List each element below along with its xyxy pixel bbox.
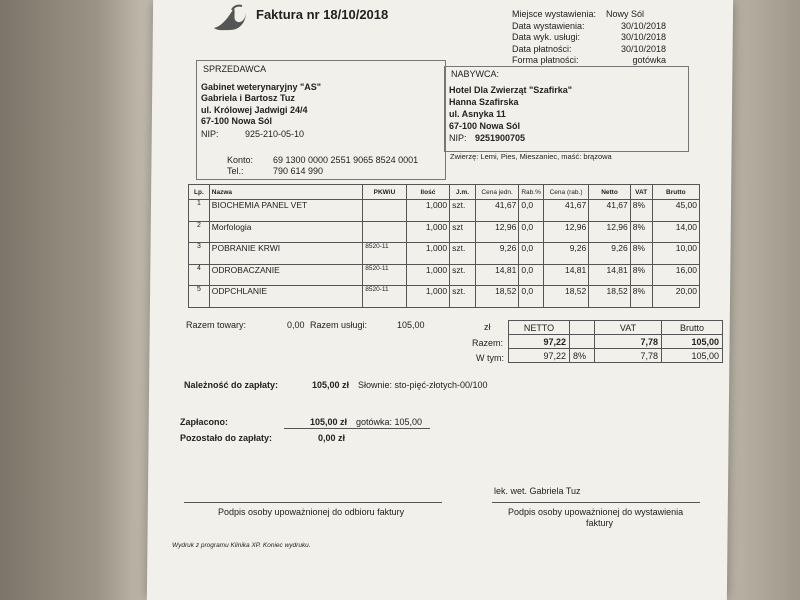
- cell-vat: 8%: [630, 286, 652, 308]
- meta-key: Data wystawienia:: [512, 20, 585, 31]
- cell-brutto: 16,00: [652, 264, 699, 286]
- cell-lp: 1: [189, 200, 210, 222]
- table-row: [189, 200, 700, 222]
- razem-uslugi-value: 105,00: [397, 320, 425, 330]
- animal-note: Zwierzę: Lemi, Pies, Mieszaniec, maść: brązowa: [450, 152, 612, 161]
- wtym-label: W tym:: [476, 353, 504, 363]
- table-row: [189, 221, 700, 243]
- col-header: Cena jedn.: [475, 185, 518, 200]
- seller-tel-label: Tel.:: [227, 166, 244, 176]
- cell-brutto: 14,00: [652, 221, 699, 243]
- col-header: Ilość: [406, 185, 449, 200]
- seller-nip-label: NIP:: [201, 129, 219, 139]
- cell-pkwiu: [363, 200, 406, 222]
- cell-unit: szt.: [450, 286, 476, 308]
- totals-col-brutto: Brutto: [662, 321, 723, 335]
- totals-razem-row: [509, 335, 723, 349]
- razem-uslugi-label: Razem usługi:: [310, 320, 368, 330]
- cell-netto: 12,96: [589, 221, 631, 243]
- col-header: Netto: [589, 185, 631, 200]
- wtym-brutto: 105,00: [662, 349, 723, 363]
- buyer-street: ul. Asnyka 11: [449, 109, 506, 119]
- remaining-label: Pozostało do zapłaty:: [180, 433, 273, 443]
- col-header: Cena (rab.): [543, 185, 588, 200]
- paid-detail: gotówka: 105,00: [356, 417, 423, 427]
- cell-lp: 2: [189, 221, 210, 243]
- cell-netto: 18,52: [589, 286, 631, 308]
- seller-street: ul. Królowej Jadwigi 24/4: [201, 105, 308, 115]
- totals-col-rate: [570, 321, 595, 335]
- meta-row: [512, 55, 666, 67]
- meta-key: Data płatności:: [512, 43, 572, 54]
- totals-col-netto: NETTO: [509, 321, 570, 335]
- wtym-netto: 97,22: [509, 349, 570, 363]
- seller-header: SPRZEDAWCA: [203, 64, 267, 74]
- wtym-rate: 8%: [570, 349, 595, 363]
- cell-price: 9,26: [475, 243, 518, 265]
- buyer-name: Hotel Dla Zwierząt "Szafirka": [449, 85, 573, 95]
- seller-nip: 925-210-05-10: [245, 129, 305, 139]
- col-header: Rab.%: [519, 185, 544, 200]
- due-amount: 105,00 zł: [312, 380, 350, 390]
- cell-discount: 0,0: [519, 286, 544, 308]
- signature-line-left: [184, 502, 442, 503]
- cell-qty: 1,000: [406, 221, 449, 243]
- col-header: PKWiU: [363, 185, 406, 200]
- cell-brutto: 10,00: [652, 243, 699, 265]
- cell-price: 41,67: [475, 200, 518, 222]
- cell-name: Morfologia: [209, 221, 362, 243]
- cell-discount: 0,0: [519, 200, 544, 222]
- meta-key: Data wyk. usługi:: [512, 32, 581, 42]
- signature-line-right: [492, 502, 700, 503]
- invoice-meta: [512, 9, 666, 67]
- razem-towary-value: 0,00: [287, 320, 305, 330]
- signature-right-caption: Podpis osoby upoważnionej do wystawienia: [508, 507, 684, 517]
- cell-netto: 41,67: [589, 200, 631, 222]
- cell-price-disc: 41,67: [543, 200, 588, 222]
- cell-qty: 1,000: [406, 200, 449, 222]
- totals-header-row: [509, 321, 723, 335]
- seller-name: Gabinet weterynaryjny "AS": [201, 82, 322, 92]
- cell-pkwiu: 8520-11: [363, 264, 406, 286]
- invoice-title: Faktura nr 18/10/2018: [256, 7, 389, 22]
- goat-logo-icon: [212, 4, 248, 34]
- meta-value: 30/10/2018: [620, 32, 666, 42]
- meta-value: 30/10/2018: [620, 20, 666, 31]
- cell-unit: szt.: [450, 264, 476, 286]
- cell-price: 18,52: [475, 286, 518, 308]
- signature-left-caption: Podpis osoby upoważnionej do odbioru faktury: [218, 507, 405, 517]
- meta-row: [512, 9, 666, 21]
- cell-vat: 8%: [630, 200, 652, 222]
- meta-value: gotówka: [632, 55, 666, 65]
- cell-pkwiu: 8520-11: [363, 286, 406, 308]
- cell-name: ODROBACZANIE: [209, 264, 362, 286]
- table-row: [189, 286, 700, 308]
- cell-name: POBRANIE KRWI: [209, 243, 362, 265]
- cell-price-disc: 9,26: [543, 243, 588, 265]
- issuer-name: lek. wet. Gabriela Tuz: [494, 486, 581, 496]
- cell-lp: 5: [189, 286, 210, 308]
- col-header: Lp.: [189, 185, 210, 200]
- cell-price: 14,81: [475, 264, 518, 286]
- cell-netto: 9,26: [589, 243, 631, 265]
- cell-discount: 0,0: [519, 221, 544, 243]
- cell-name: BIOCHEMIA PANEL VET: [209, 200, 362, 222]
- seller-box: [196, 60, 446, 180]
- table-row: [189, 243, 700, 265]
- seller-tel: 790 614 990: [273, 166, 324, 176]
- razem-rate: [570, 335, 595, 349]
- cell-lp: 4: [189, 264, 210, 286]
- totals-col-vat: VAT: [595, 321, 662, 335]
- buyer-city: 67-100 Nowa Sól: [449, 121, 521, 131]
- buyer-owner: Hanna Szafirska: [449, 97, 519, 107]
- cell-pkwiu: [363, 221, 406, 243]
- totals-wtym-row: [509, 349, 723, 363]
- meta-key: Forma płatności:: [512, 55, 579, 65]
- wtym-vat: 7,78: [595, 349, 662, 363]
- razem-brutto: 105,00: [662, 335, 723, 349]
- razem-label: Razem:: [472, 338, 504, 348]
- meta-key: Miejsce wystawienia:: [512, 9, 597, 19]
- cell-brutto: 20,00: [652, 286, 699, 308]
- cell-vat: 8%: [630, 243, 652, 265]
- meta-row: [512, 44, 666, 56]
- razem-towary-label: Razem towary:: [186, 320, 247, 330]
- col-header: Brutto: [652, 185, 699, 200]
- totals-table: [508, 320, 723, 363]
- cell-unit: szt: [450, 221, 476, 243]
- table-header-row: [189, 185, 700, 200]
- col-header: VAT: [630, 185, 652, 200]
- paid-underline: [284, 428, 430, 429]
- buyer-nip-label: NIP:: [449, 133, 467, 143]
- meta-row: [512, 32, 666, 44]
- due-label: Należność do zapłaty:: [184, 380, 279, 390]
- cell-qty: 1,000: [406, 286, 449, 308]
- cell-netto: 14,81: [589, 264, 631, 286]
- razem-netto: 97,22: [509, 335, 570, 349]
- col-header: Nazwa: [209, 185, 362, 200]
- seller-konto: 69 1300 0000 2551 9065 8524 0001: [273, 155, 419, 165]
- due-in-words: Słownie: sto-pięć-złotych-00/100: [358, 380, 488, 390]
- seller-owners: Gabriela i Bartosz Tuz: [201, 93, 295, 103]
- cell-discount: 0,0: [519, 264, 544, 286]
- currency-label: zł: [484, 322, 491, 332]
- cell-unit: szt.: [450, 200, 476, 222]
- meta-value: 30/10/2018: [620, 43, 666, 54]
- cell-name: ODPCHLANIE: [209, 286, 362, 308]
- col-header: J.m.: [450, 185, 476, 200]
- signature-right-caption-2: faktury: [586, 518, 614, 528]
- cell-brutto: 45,00: [652, 200, 699, 222]
- paid-label: Zapłacono:: [180, 417, 229, 427]
- cell-pkwiu: 8520-11: [363, 243, 406, 265]
- cell-price-disc: 14,81: [543, 264, 588, 286]
- items-table: [188, 184, 700, 308]
- buyer-box: [444, 66, 689, 152]
- remaining-amount: 0,00 zł: [318, 433, 346, 443]
- cell-vat: 8%: [630, 221, 652, 243]
- cell-vat: 8%: [630, 264, 652, 286]
- footer-note: Wydruk z programu Klinika XP. Koniec wydruku.: [172, 542, 311, 549]
- cell-price: 12,96: [475, 221, 518, 243]
- buyer-header: NABYWCA:: [451, 69, 500, 79]
- meta-value: Nowy Sól: [606, 9, 645, 19]
- cell-discount: 0,0: [519, 243, 544, 265]
- cell-qty: 1,000: [406, 264, 449, 286]
- table-row: [189, 264, 700, 286]
- razem-vat: 7,78: [595, 335, 662, 349]
- cell-price-disc: 12,96: [543, 221, 588, 243]
- meta-row: [512, 21, 666, 33]
- cell-lp: 3: [189, 243, 210, 265]
- seller-city: 67-100 Nowa Sól: [201, 116, 273, 126]
- buyer-nip: 9251900705: [475, 133, 526, 143]
- paid-amount: 105,00 zł: [310, 417, 348, 427]
- cell-price-disc: 18,52: [543, 286, 588, 308]
- seller-konto-label: Konto:: [227, 155, 254, 165]
- cell-qty: 1,000: [406, 243, 449, 265]
- cell-unit: szt.: [450, 243, 476, 265]
